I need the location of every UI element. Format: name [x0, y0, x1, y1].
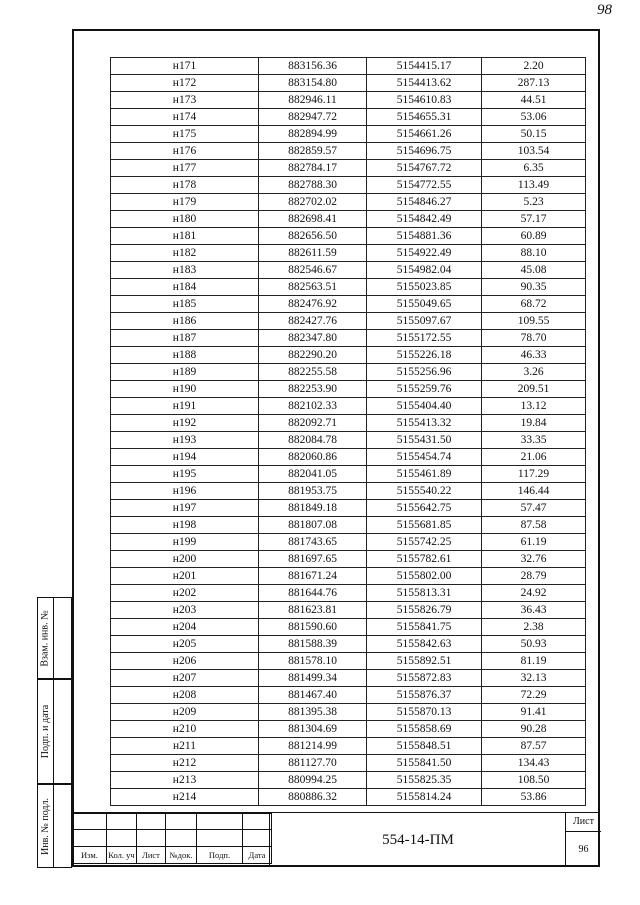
table-row	[111, 585, 586, 602]
table-row	[111, 262, 586, 279]
segment-length-cell: 32.76	[482, 551, 586, 568]
segment-length-cell: 28.79	[482, 568, 586, 585]
segment-length-cell: 61.19	[482, 534, 586, 551]
segment-length-cell: 117.29	[482, 466, 586, 483]
table-row	[111, 228, 586, 245]
x-coordinate-cell: 882702.02	[259, 194, 367, 211]
sheet-label: Лист	[566, 813, 601, 832]
segment-length-cell: 3.26	[482, 364, 586, 381]
y-coordinate-cell: 5155413.32	[367, 415, 482, 432]
x-coordinate-cell: 882041.05	[259, 466, 367, 483]
x-coordinate-cell: 883156.36	[259, 58, 367, 75]
x-coordinate-cell: 881127.70	[259, 755, 367, 772]
table-row	[111, 568, 586, 585]
table-row	[111, 551, 586, 568]
y-coordinate-cell: 5155848.51	[367, 738, 482, 755]
sheet-number: 96	[578, 844, 589, 855]
y-coordinate-cell: 5155454.74	[367, 449, 482, 466]
x-coordinate-cell: 881644.76	[259, 585, 367, 602]
table-row	[111, 636, 586, 653]
point-name-cell: н197	[111, 500, 259, 517]
x-coordinate-cell: 880994.25	[259, 772, 367, 789]
col-ndok: №док.	[166, 847, 197, 864]
x-coordinate-cell: 882656.50	[259, 228, 367, 245]
x-coordinate-cell: 881953.75	[259, 483, 367, 500]
table-row	[111, 381, 586, 398]
x-coordinate-cell: 881671.24	[259, 568, 367, 585]
segment-length-cell: 287.13	[482, 75, 586, 92]
col-data: Дата	[243, 847, 272, 864]
point-name-cell: н204	[111, 619, 259, 636]
point-name-cell: н177	[111, 160, 259, 177]
table-row	[111, 789, 586, 806]
point-name-cell: н188	[111, 347, 259, 364]
segment-length-cell: 109.55	[482, 313, 586, 330]
table-row	[111, 517, 586, 534]
x-coordinate-cell: 881499.34	[259, 670, 367, 687]
x-coordinate-cell: 882084.78	[259, 432, 367, 449]
x-coordinate-cell: 881849.18	[259, 500, 367, 517]
x-coordinate-cell: 882427.76	[259, 313, 367, 330]
segment-length-cell: 81.19	[482, 653, 586, 670]
point-name-cell: н178	[111, 177, 259, 194]
segment-length-cell: 53.86	[482, 789, 586, 806]
x-coordinate-cell: 881697.65	[259, 551, 367, 568]
x-coordinate-cell: 882784.17	[259, 160, 367, 177]
x-coordinate-cell: 881304.69	[259, 721, 367, 738]
point-name-cell: н183	[111, 262, 259, 279]
y-coordinate-cell: 5154842.49	[367, 211, 482, 228]
y-coordinate-cell: 5154846.27	[367, 194, 482, 211]
y-coordinate-cell: 5155431.50	[367, 432, 482, 449]
segment-length-cell: 13.12	[482, 398, 586, 415]
table-row	[111, 313, 586, 330]
y-coordinate-cell: 5154772.55	[367, 177, 482, 194]
y-coordinate-cell: 5154696.75	[367, 143, 482, 160]
y-coordinate-cell: 5155049.65	[367, 296, 482, 313]
y-coordinate-cell: 5155841.50	[367, 755, 482, 772]
point-name-cell: н207	[111, 670, 259, 687]
table-row	[111, 143, 586, 160]
point-name-cell: н208	[111, 687, 259, 704]
y-coordinate-cell: 5154415.17	[367, 58, 482, 75]
point-name-cell: н194	[111, 449, 259, 466]
segment-length-cell: 5.23	[482, 194, 586, 211]
table-row	[111, 653, 586, 670]
table-row	[111, 177, 586, 194]
segment-length-cell: 45.08	[482, 262, 586, 279]
x-coordinate-cell: 881590.60	[259, 619, 367, 636]
y-coordinate-cell: 5155097.67	[367, 313, 482, 330]
y-coordinate-cell: 5155892.51	[367, 653, 482, 670]
point-name-cell: н184	[111, 279, 259, 296]
y-coordinate-cell: 5155872.83	[367, 670, 482, 687]
point-name-cell: н209	[111, 704, 259, 721]
segment-length-cell: 19.84	[482, 415, 586, 432]
table-row	[111, 160, 586, 177]
table-row	[111, 466, 586, 483]
point-name-cell: н187	[111, 330, 259, 347]
x-coordinate-cell: 881578.10	[259, 653, 367, 670]
y-coordinate-cell: 5154881.36	[367, 228, 482, 245]
y-coordinate-cell: 5155813.31	[367, 585, 482, 602]
table-row	[111, 432, 586, 449]
y-coordinate-cell: 5155404.40	[367, 398, 482, 415]
table-row	[111, 398, 586, 415]
y-coordinate-cell: 5154655.31	[367, 109, 482, 126]
segment-length-cell: 134.43	[482, 755, 586, 772]
point-name-cell: н195	[111, 466, 259, 483]
table-row	[111, 296, 586, 313]
y-coordinate-cell: 5155782.61	[367, 551, 482, 568]
col-list: Лист	[137, 847, 166, 864]
y-coordinate-cell: 5155826.79	[367, 602, 482, 619]
x-coordinate-cell: 882563.51	[259, 279, 367, 296]
y-coordinate-cell: 5155681.85	[367, 517, 482, 534]
y-coordinate-cell: 5154610.83	[367, 92, 482, 109]
x-coordinate-cell: 881623.81	[259, 602, 367, 619]
x-coordinate-cell: 882788.30	[259, 177, 367, 194]
table-row	[111, 483, 586, 500]
x-coordinate-cell: 880886.32	[259, 789, 367, 806]
point-name-cell: н182	[111, 245, 259, 262]
point-name-cell: н192	[111, 415, 259, 432]
table-row	[111, 534, 586, 551]
table-row	[111, 687, 586, 704]
segment-length-cell: 36.43	[482, 602, 586, 619]
document-code: 554-14-ПМ	[269, 813, 566, 867]
point-name-cell: н213	[111, 772, 259, 789]
handwritten-page-number: 98	[597, 2, 612, 18]
x-coordinate-cell: 882255.58	[259, 364, 367, 381]
x-coordinate-cell: 882347.80	[259, 330, 367, 347]
y-coordinate-cell: 5155742.25	[367, 534, 482, 551]
x-coordinate-cell: 882894.99	[259, 126, 367, 143]
y-coordinate-cell: 5155842.63	[367, 636, 482, 653]
table-row	[111, 602, 586, 619]
segment-length-cell: 44.51	[482, 92, 586, 109]
table-row	[111, 364, 586, 381]
x-coordinate-cell: 882060.86	[259, 449, 367, 466]
point-name-cell: н171	[111, 58, 259, 75]
x-coordinate-cell: 882947.72	[259, 109, 367, 126]
y-coordinate-cell: 5155256.96	[367, 364, 482, 381]
coordinates-table	[110, 57, 586, 806]
point-name-cell: н210	[111, 721, 259, 738]
segment-length-cell: 72.29	[482, 687, 586, 704]
point-name-cell: н176	[111, 143, 259, 160]
table-row	[111, 245, 586, 262]
point-name-cell: н174	[111, 109, 259, 126]
table-row	[111, 347, 586, 364]
y-coordinate-cell: 5154413.62	[367, 75, 482, 92]
segment-length-cell: 50.93	[482, 636, 586, 653]
table-row	[111, 449, 586, 466]
x-coordinate-cell: 881588.39	[259, 636, 367, 653]
table-row	[111, 109, 586, 126]
table-row	[111, 704, 586, 721]
y-coordinate-cell: 5155858.69	[367, 721, 482, 738]
x-coordinate-cell: 882290.20	[259, 347, 367, 364]
table-row	[111, 415, 586, 432]
x-coordinate-cell: 882946.11	[259, 92, 367, 109]
point-name-cell: н201	[111, 568, 259, 585]
point-name-cell: н190	[111, 381, 259, 398]
table-row	[111, 670, 586, 687]
x-coordinate-cell: 883154.80	[259, 75, 367, 92]
point-name-cell: н186	[111, 313, 259, 330]
segment-length-cell: 57.47	[482, 500, 586, 517]
point-name-cell: н212	[111, 755, 259, 772]
table-row	[111, 772, 586, 789]
segment-length-cell: 88.10	[482, 245, 586, 262]
y-coordinate-cell: 5155172.55	[367, 330, 482, 347]
x-coordinate-cell: 882476.92	[259, 296, 367, 313]
revision-grid	[72, 813, 272, 864]
point-name-cell: н193	[111, 432, 259, 449]
y-coordinate-cell: 5155814.24	[367, 789, 482, 806]
y-coordinate-cell: 5155259.76	[367, 381, 482, 398]
segment-length-cell: 87.57	[482, 738, 586, 755]
x-coordinate-cell: 881743.65	[259, 534, 367, 551]
segment-length-cell: 78.70	[482, 330, 586, 347]
point-name-cell: н191	[111, 398, 259, 415]
point-name-cell: н196	[111, 483, 259, 500]
point-name-cell: н203	[111, 602, 259, 619]
point-name-cell: н202	[111, 585, 259, 602]
sheet-box	[565, 813, 601, 867]
point-name-cell: н175	[111, 126, 259, 143]
segment-length-cell: 21.06	[482, 449, 586, 466]
table-row	[111, 194, 586, 211]
x-coordinate-cell: 881467.40	[259, 687, 367, 704]
y-coordinate-cell: 5155825.35	[367, 772, 482, 789]
segment-length-cell: 60.89	[482, 228, 586, 245]
point-name-cell: н180	[111, 211, 259, 228]
table-row	[111, 126, 586, 143]
y-coordinate-cell: 5154767.72	[367, 160, 482, 177]
table-row	[111, 279, 586, 296]
stamp-inv-podl-label: Инв. № подл.	[40, 797, 52, 855]
segment-length-cell: 24.92	[482, 585, 586, 602]
col-kol-uch: Кол. уч	[107, 847, 137, 864]
segment-length-cell: 209.51	[482, 381, 586, 398]
point-name-cell: н181	[111, 228, 259, 245]
point-name-cell: н211	[111, 738, 259, 755]
segment-length-cell: 32.13	[482, 670, 586, 687]
y-coordinate-cell: 5155461.89	[367, 466, 482, 483]
segment-length-cell: 91.41	[482, 704, 586, 721]
x-coordinate-cell: 881395.38	[259, 704, 367, 721]
x-coordinate-cell: 882092.71	[259, 415, 367, 432]
x-coordinate-cell: 881214.99	[259, 738, 367, 755]
y-coordinate-cell: 5155226.18	[367, 347, 482, 364]
stamp-inv-podl	[37, 784, 72, 868]
table-row	[111, 330, 586, 347]
col-izm: Изм.	[73, 847, 107, 864]
x-coordinate-cell: 881807.08	[259, 517, 367, 534]
segment-length-cell: 103.54	[482, 143, 586, 160]
table-row	[111, 721, 586, 738]
title-block	[72, 813, 600, 867]
point-name-cell: н172	[111, 75, 259, 92]
x-coordinate-cell: 882611.59	[259, 245, 367, 262]
y-coordinate-cell: 5155876.37	[367, 687, 482, 704]
table-row	[111, 92, 586, 109]
point-name-cell: н199	[111, 534, 259, 551]
table-row	[111, 58, 586, 75]
y-coordinate-cell: 5154661.26	[367, 126, 482, 143]
point-name-cell: н173	[111, 92, 259, 109]
stamp-podp-data-label: Подп. и дата	[40, 704, 51, 759]
stamp-podp-data	[37, 679, 72, 784]
segment-length-cell: 6.35	[482, 160, 586, 177]
point-name-cell: н205	[111, 636, 259, 653]
point-name-cell: н179	[111, 194, 259, 211]
table-row	[111, 755, 586, 772]
segment-length-cell: 113.49	[482, 177, 586, 194]
stamp-vzam-inv-label: Взам. инв. №	[40, 609, 52, 667]
segment-length-cell: 53.06	[482, 109, 586, 126]
segment-length-cell: 33.35	[482, 432, 586, 449]
y-coordinate-cell: 5155540.22	[367, 483, 482, 500]
segment-length-cell: 87.58	[482, 517, 586, 534]
segment-length-cell: 90.35	[482, 279, 586, 296]
segment-length-cell: 68.72	[482, 296, 586, 313]
table-row	[111, 500, 586, 517]
point-name-cell: н189	[111, 364, 259, 381]
y-coordinate-cell: 5155023.85	[367, 279, 482, 296]
x-coordinate-cell: 882546.67	[259, 262, 367, 279]
table-row	[111, 619, 586, 636]
col-podp: Подп.	[197, 847, 243, 864]
point-name-cell: н185	[111, 296, 259, 313]
segment-length-cell: 2.38	[482, 619, 586, 636]
table-row	[111, 738, 586, 755]
point-name-cell: н206	[111, 653, 259, 670]
segment-length-cell: 108.50	[482, 772, 586, 789]
y-coordinate-cell: 5155802.00	[367, 568, 482, 585]
table-row	[111, 75, 586, 92]
x-coordinate-cell: 882859.57	[259, 143, 367, 160]
segment-length-cell: 50.15	[482, 126, 586, 143]
segment-length-cell: 57.17	[482, 211, 586, 228]
x-coordinate-cell: 882253.90	[259, 381, 367, 398]
segment-length-cell: 146.44	[482, 483, 586, 500]
x-coordinate-cell: 882698.41	[259, 211, 367, 228]
segment-length-cell: 46.33	[482, 347, 586, 364]
y-coordinate-cell: 5155642.75	[367, 500, 482, 517]
stamp-vzam-inv	[37, 597, 72, 679]
x-coordinate-cell: 882102.33	[259, 398, 367, 415]
segment-length-cell: 90.28	[482, 721, 586, 738]
point-name-cell: н198	[111, 517, 259, 534]
y-coordinate-cell: 5155841.75	[367, 619, 482, 636]
segment-length-cell: 2.20	[482, 58, 586, 75]
point-name-cell: н214	[111, 789, 259, 806]
y-coordinate-cell: 5154982.04	[367, 262, 482, 279]
y-coordinate-cell: 5155870.13	[367, 704, 482, 721]
point-name-cell: н200	[111, 551, 259, 568]
y-coordinate-cell: 5154922.49	[367, 245, 482, 262]
table-row	[111, 211, 586, 228]
